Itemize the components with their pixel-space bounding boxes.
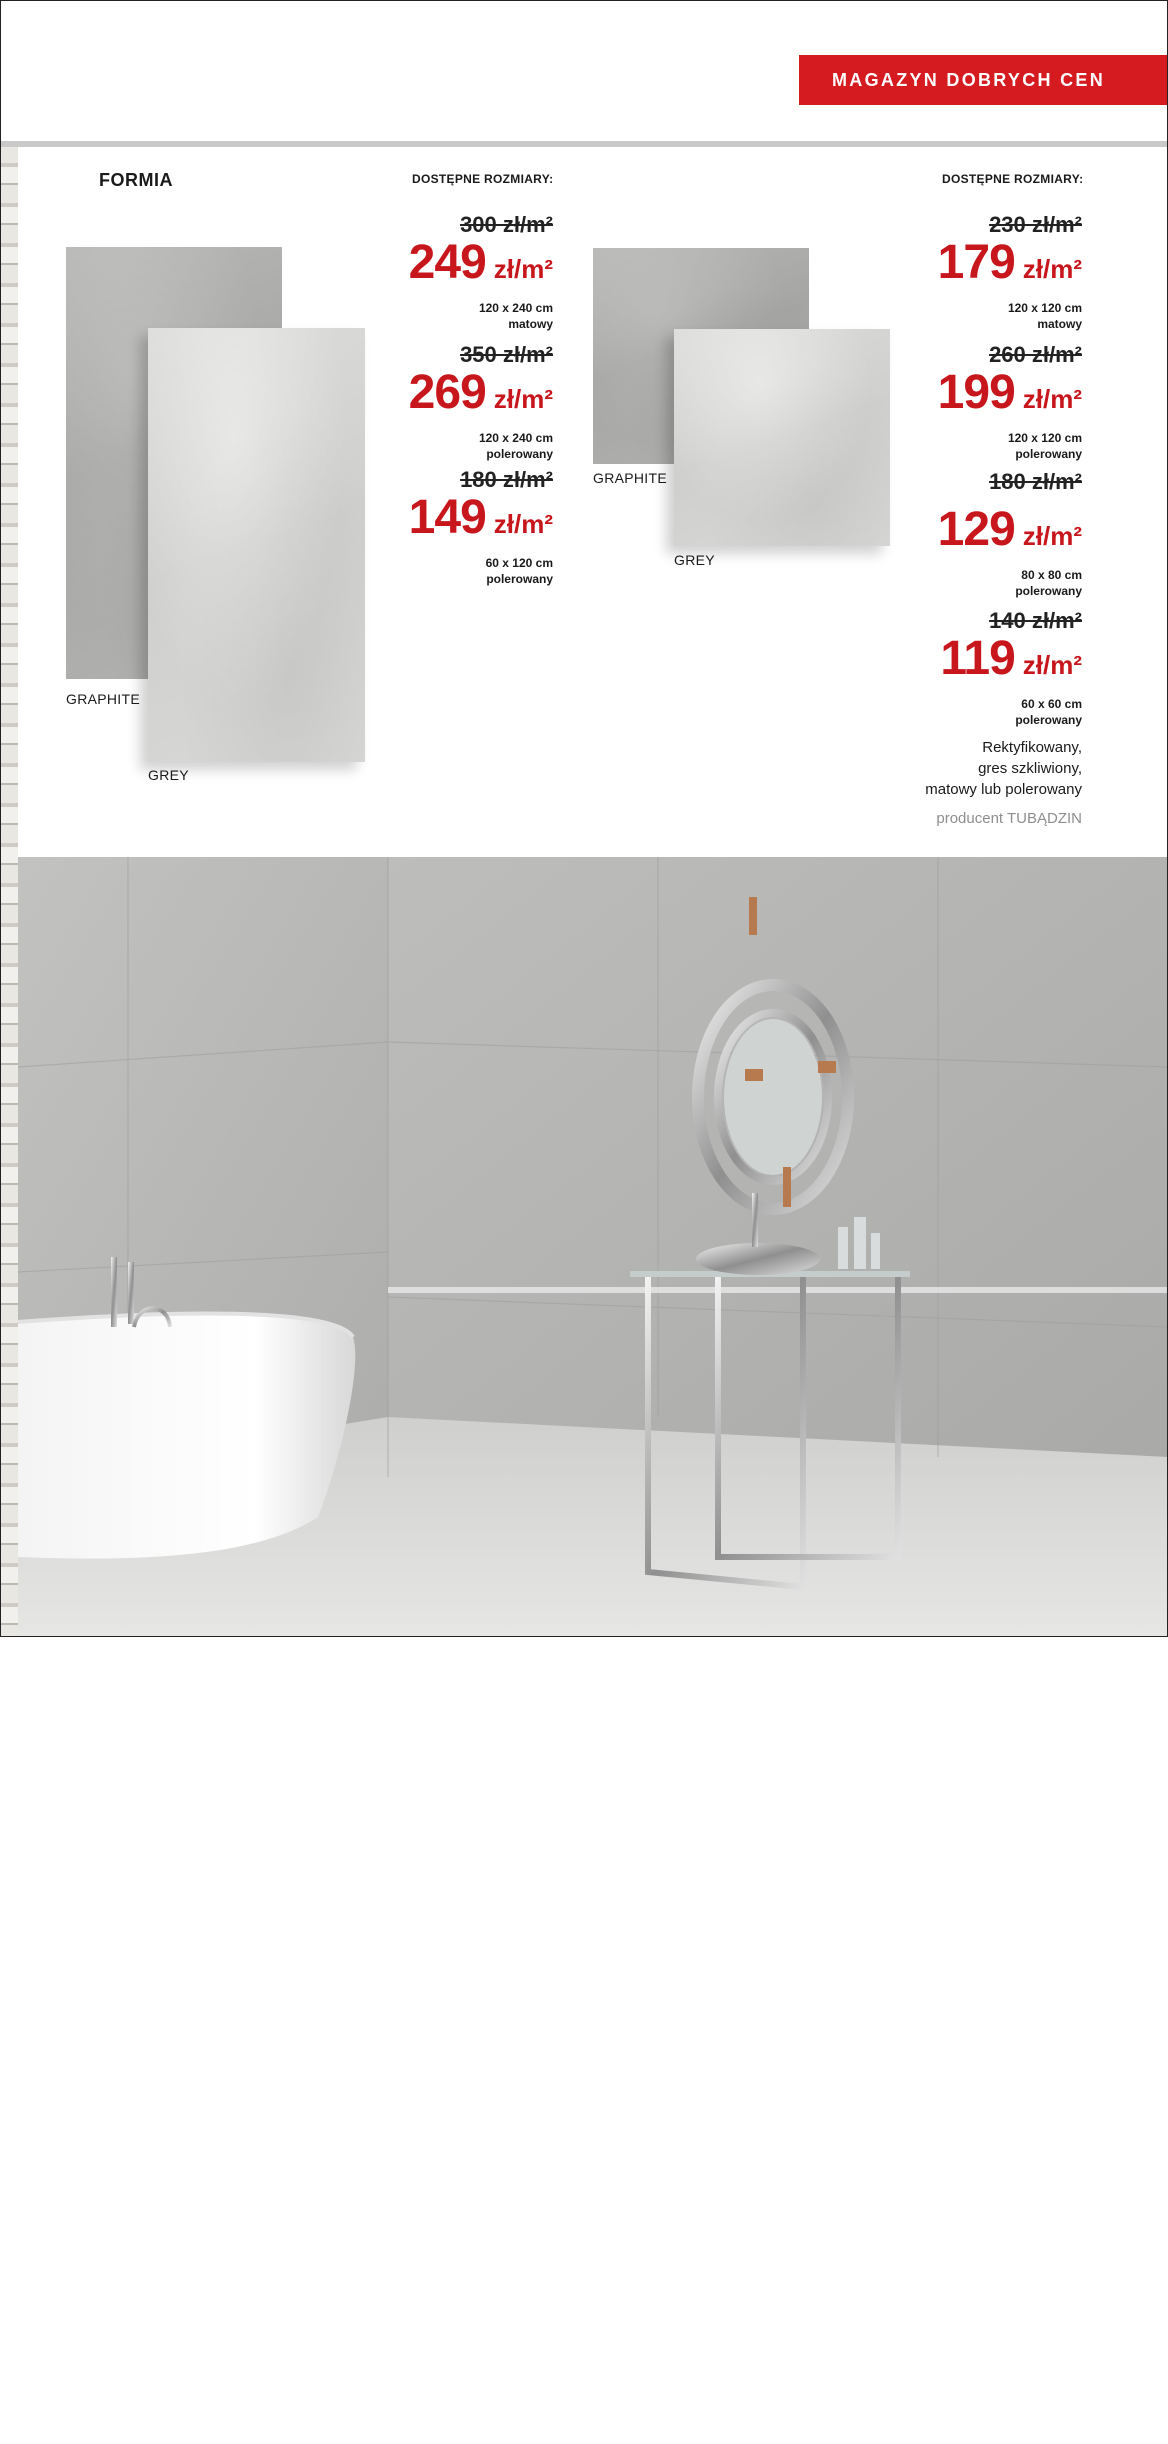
price-list-left <box>290 213 553 593</box>
producer-prefix: producent <box>936 810 1004 827</box>
old-price: 300 zł/m² <box>460 212 553 237</box>
section-banner: MAGAZYN DOBRYCH CEN <box>799 55 1168 105</box>
new-price <box>822 504 1082 567</box>
new-price <box>293 237 553 300</box>
price-value: 129 <box>937 503 1015 556</box>
new-price <box>822 633 1082 696</box>
price-unit: zł/m² <box>493 254 553 284</box>
price-block <box>822 343 1082 462</box>
header-divider <box>0 141 1168 147</box>
price-block <box>293 213 553 332</box>
old-price: 180 zł/m² <box>460 467 553 492</box>
tile-label-grey-right: GREY <box>674 552 715 568</box>
available-sizes-heading-right: DOSTĘPNE ROZMIARY: <box>942 172 1084 186</box>
bathroom-photo <box>18 857 1168 2444</box>
producer-name: TUBĄDZIN <box>1007 810 1082 827</box>
price-unit: zł/m² <box>493 384 553 414</box>
tile-size: 60 x 120 cm <box>485 556 553 570</box>
tile-finish: polerowany <box>1015 447 1082 461</box>
price-value: 149 <box>408 491 486 544</box>
price-value: 249 <box>408 236 486 289</box>
tile-finish: polerowany <box>1015 713 1082 727</box>
bathroom-illustration <box>18 857 1168 1637</box>
tile-label-graphite-right: GRAPHITE <box>593 470 667 486</box>
product-title: FORMIA <box>99 170 173 190</box>
price-block <box>293 468 553 587</box>
new-price <box>822 367 1082 430</box>
price-value: 179 <box>937 236 1015 289</box>
description-line: matowy lub polerowany <box>925 781 1082 798</box>
tile-label-grey-left: GREY <box>148 767 189 783</box>
new-price <box>293 367 553 430</box>
price-unit: zł/m² <box>1022 254 1082 284</box>
product-description <box>925 737 1082 800</box>
price-unit: zł/m² <box>493 509 553 539</box>
old-price: 140 zł/m² <box>989 608 1082 633</box>
available-sizes-heading-left: DOSTĘPNE ROZMIARY: <box>412 172 554 186</box>
tile-finish: polerowany <box>486 447 553 461</box>
tile-label-graphite-left: GRAPHITE <box>66 691 140 707</box>
tile-size: 120 x 240 cm <box>478 301 553 315</box>
price-unit: zł/m² <box>1022 521 1082 551</box>
price-unit: zł/m² <box>1022 384 1082 414</box>
price-value: 119 <box>940 632 1015 685</box>
tile-size: 120 x 240 cm <box>478 431 553 445</box>
old-price: 230 zł/m² <box>989 212 1082 237</box>
decorative-side-strip <box>0 145 18 1637</box>
price-block <box>822 213 1082 332</box>
old-price: 180 zł/m² <box>989 469 1082 494</box>
price-block <box>822 609 1082 728</box>
tile-finish: matowy <box>508 317 553 331</box>
tile-size: 60 x 60 cm <box>1021 697 1082 711</box>
tile-finish: polerowany <box>486 572 553 586</box>
price-value: 199 <box>937 366 1015 419</box>
old-price: 350 zł/m² <box>460 342 553 367</box>
price-block <box>293 343 553 462</box>
new-price <box>822 237 1082 300</box>
tile-finish: polerowany <box>1015 584 1082 598</box>
tile-size: 120 x 120 cm <box>1007 431 1082 445</box>
price-value: 269 <box>408 366 486 419</box>
old-price: 260 zł/m² <box>989 342 1082 367</box>
description-line: gres szkliwiony, <box>978 760 1082 777</box>
price-list-right <box>820 212 1082 727</box>
new-price <box>293 492 553 555</box>
producer-credit <box>936 810 1082 827</box>
page-number: 45 <box>1121 2427 1140 2444</box>
price-unit: zł/m² <box>1022 650 1082 680</box>
tile-finish: matowy <box>1037 317 1082 331</box>
description-line: Rektyfikowany, <box>982 739 1082 756</box>
tile-size: 80 x 80 cm <box>1021 568 1082 582</box>
tile-size: 120 x 120 cm <box>1007 301 1082 315</box>
price-block <box>822 470 1082 599</box>
